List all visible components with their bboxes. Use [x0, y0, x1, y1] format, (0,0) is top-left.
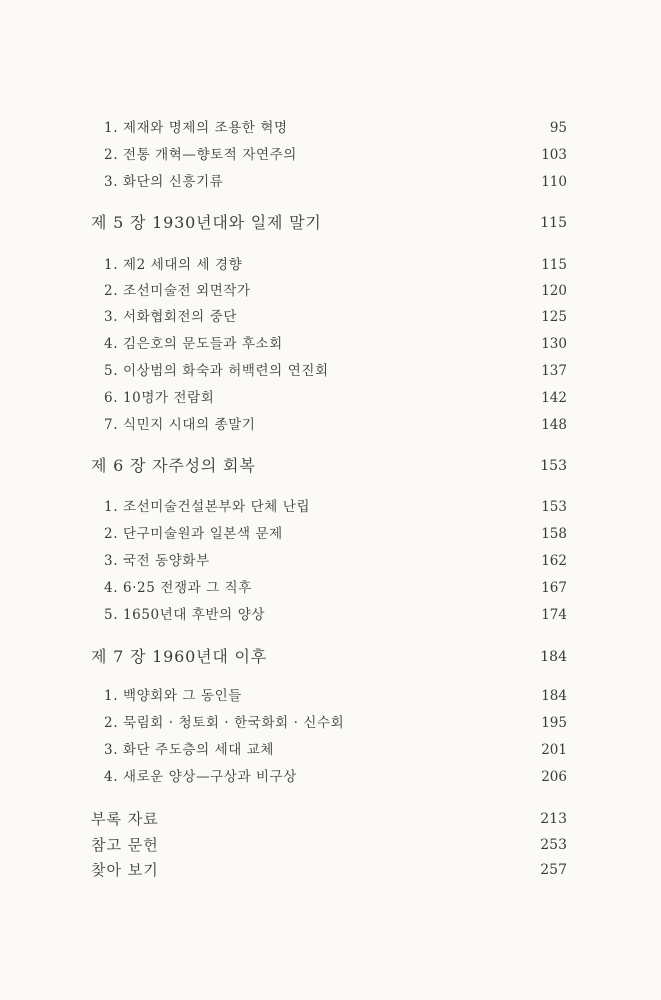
toc-entry [0, 279, 661, 303]
chapter-title: 제 6 장 자주성의 회복 [91, 456, 256, 475]
toc-entry-title: 2. 조선미술전 외면작가 [104, 283, 251, 299]
appendix-title: 참고 문헌 [91, 836, 159, 854]
toc-entry-page: 206 [541, 769, 567, 785]
chapter-heading [0, 211, 661, 235]
toc-entry-title: 3. 국전 동양화부 [104, 553, 210, 569]
appendix-title: 부록 자료 [91, 810, 159, 828]
appendix-page: 257 [540, 862, 567, 878]
toc-entry [0, 765, 661, 789]
chapter-page: 184 [540, 649, 567, 665]
toc-entry [0, 143, 661, 167]
toc-entry-title: 6. 10명가 전람회 [104, 390, 215, 406]
toc-entry [0, 711, 661, 735]
appendix-page: 213 [540, 811, 567, 827]
toc-entry [0, 253, 661, 277]
toc-entry-page: 201 [541, 742, 567, 758]
toc-entry-page: 195 [541, 715, 567, 731]
toc-entry [0, 576, 661, 600]
toc-entry-title: 3. 화단 주도층의 세대 교체 [104, 742, 275, 758]
toc-entry [0, 549, 661, 573]
toc-entry-page: 142 [541, 390, 567, 406]
toc-entry [0, 170, 661, 194]
toc-entry-page: 174 [541, 607, 567, 623]
toc-entry-page: 120 [541, 283, 567, 299]
toc-entry-page: 115 [541, 257, 567, 273]
chapter-title: 제 5 장 1930년대와 일제 말기 [91, 213, 322, 232]
toc-entry-page: 95 [549, 120, 567, 136]
toc-entry [0, 495, 661, 519]
chapter-page: 153 [540, 458, 567, 474]
chapter-title: 제 7 장 1960년대 이후 [91, 647, 267, 666]
toc-entry [0, 738, 661, 762]
appendix-entry [0, 807, 661, 831]
toc-entry-page: 184 [541, 688, 567, 704]
toc-entry-title: 3. 서화협회전의 중단 [104, 309, 237, 325]
toc-entry-title: 7. 식민지 시대의 종말기 [104, 417, 256, 433]
toc-entry-title: 2. 전통 개혁—향토적 자연주의 [104, 147, 297, 163]
toc-entry [0, 305, 661, 329]
toc-entry [0, 684, 661, 708]
toc-entry [0, 522, 661, 546]
toc-entry [0, 116, 661, 140]
toc-entry-page: 137 [541, 363, 567, 379]
toc-entry [0, 332, 661, 356]
toc-entry [0, 603, 661, 627]
appendix-entry [0, 858, 661, 882]
appendix-entry [0, 833, 661, 857]
toc-entry-title: 4. 6·25 전쟁과 그 직후 [104, 580, 252, 596]
toc-entry-title: 5. 이상범의 화숙과 허백련의 연진회 [104, 363, 329, 379]
toc-entry-page: 110 [541, 174, 567, 190]
toc-entry-title: 4. 김은호의 문도들과 후소회 [104, 336, 283, 352]
toc-entry-title: 1. 제재와 명제의 조용한 혁명 [104, 120, 288, 136]
toc-entry-title: 1. 제2 세대의 세 경향 [104, 257, 243, 273]
toc-entry-title: 1. 백양회와 그 동인들 [104, 688, 242, 704]
toc-entry-page: 148 [541, 417, 567, 433]
toc-entry-page: 153 [541, 499, 567, 515]
toc-entry [0, 359, 661, 383]
toc-entry-title: 3. 화단의 신흥기류 [104, 174, 224, 190]
chapter-heading [0, 645, 661, 669]
chapter-page: 115 [540, 215, 567, 231]
toc-entry [0, 386, 661, 410]
toc-entry-title: 2. 묵림회 · 청토회 · 한국화회 · 신수회 [104, 715, 345, 731]
appendix-page: 253 [540, 837, 567, 853]
toc-entry-title: 5. 1650년대 후반의 양상 [104, 607, 265, 623]
toc-entry-page: 103 [541, 147, 567, 163]
toc-entry [0, 413, 661, 437]
toc-entry-page: 167 [541, 580, 567, 596]
toc-entry-title: 1. 조선미술건설본부와 단체 난립 [104, 499, 311, 515]
toc-entry-page: 130 [541, 336, 567, 352]
toc-entry-title: 2. 단구미술원과 일본색 문제 [104, 526, 283, 542]
toc-entry-page: 158 [541, 526, 567, 542]
toc-entry-page: 125 [541, 309, 567, 325]
appendix-title: 찾아 보기 [91, 861, 159, 879]
toc-entry-page: 162 [541, 553, 567, 569]
chapter-heading [0, 454, 661, 478]
toc-entry-title: 4. 새로운 양상—구상과 비구상 [104, 769, 297, 785]
